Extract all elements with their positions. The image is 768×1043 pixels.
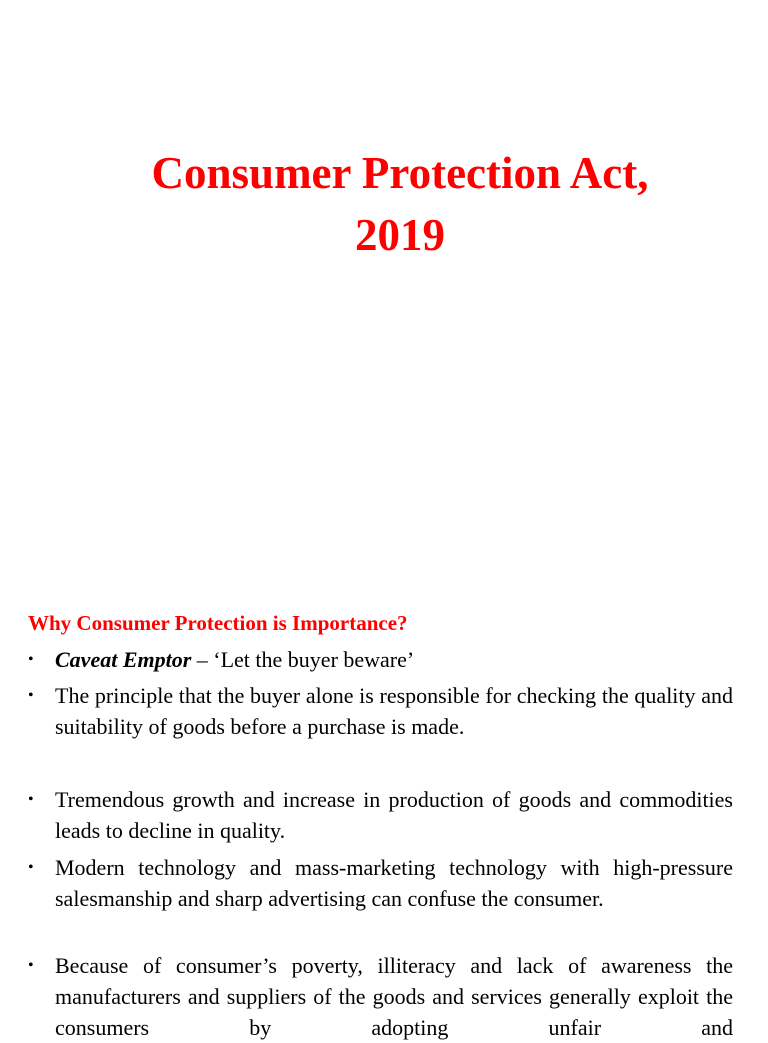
list-item — [28, 950, 733, 1043]
bullet-text — [55, 644, 733, 675]
bullet-emphasis: Caveat Emptor — [55, 647, 192, 672]
bullet-icon: • — [28, 791, 34, 808]
bullet-icon: • — [28, 957, 34, 974]
slide-title — [0, 142, 768, 266]
list-item — [28, 680, 733, 742]
bullet-text: Tremendous growth and increase in production of goods and commodities leads to decline in quality. — [55, 787, 733, 843]
bullet-icon: • — [28, 687, 34, 704]
bullet-text-rest: – ‘Let the buyer beware’ — [191, 647, 415, 672]
bullet-icon: • — [28, 651, 34, 668]
list-item — [28, 784, 733, 846]
bullet-icon: • — [28, 859, 34, 876]
bullet-text: Because of consumer’s poverty, illiteracy and lack of awareness the manufacturers and suppliers of the goods and services generally exploit the consumers by adopting unfair and — [55, 953, 733, 1040]
slide-title-line-1: Consumer Protection Act, — [151, 148, 649, 198]
slide-title-line-2: 2019 — [355, 210, 445, 260]
bullet-text: The principle that the buyer alone is responsible for checking the quality and suitability of goods before a purchase is made. — [55, 683, 733, 739]
list-item — [28, 644, 733, 675]
list-item — [28, 852, 733, 914]
section-heading: Why Consumer Protection is Importance? — [28, 611, 408, 635]
bullet-text: Modern technology and mass-marketing technology with high-pressure salesmanship and sharp advertising can confuse the consumer. — [55, 855, 733, 911]
